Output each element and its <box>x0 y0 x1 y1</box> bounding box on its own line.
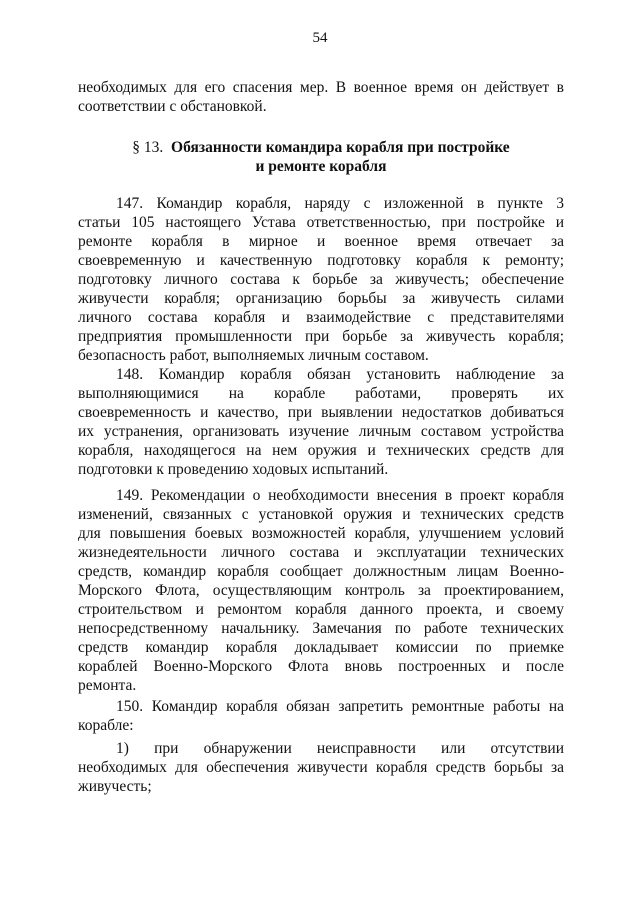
text-line: 148. Командир корабля обязан установить наблюдение за <box>116 366 564 383</box>
text-line: 1) при обнаружении неисправности или отсутствии <box>116 740 564 757</box>
text-line: ремонта. <box>78 677 137 694</box>
text-line: средств, командир корабля сообщает должностным лицам Военно- <box>78 563 564 580</box>
text-line: подготовки к проведению ходовых испытаний. <box>78 461 389 478</box>
text-line: личного состава корабля и взаимодействие с представителями <box>78 309 564 326</box>
text-line: безопасность работ, выполняемых личным составом. <box>78 347 429 364</box>
text-line: корабля, находящегося на нем оружия и технических средств для <box>78 442 564 459</box>
text-line: 149. Рекомендации о необходимости внесения в проект корабля <box>116 487 564 504</box>
section-title-line-1: Обязанности командира корабля при постройке <box>171 139 510 156</box>
text-line: живучести корабля; организацию борьбы за живучесть силами <box>78 290 564 307</box>
text-line: необходимых для обеспечения живучести корабля средств борьбы за <box>78 759 564 776</box>
text-line: живучесть; <box>78 778 152 795</box>
paragraph-147 <box>78 194 564 365</box>
text-line: для повышения боевых возможностей корабля, улучшением условий <box>78 525 564 542</box>
text-line: корабле: <box>78 717 134 734</box>
section-title-line-2: и ремонте корабля <box>255 158 387 175</box>
text-line: подготовку личного состава к борьбе за живучесть; обеспечение <box>78 271 564 288</box>
text-line: строительством и ремонтом корабля данного проекта, и своему <box>78 601 564 618</box>
text-line: кораблей Военно-Морского Флота вновь построенных и после <box>78 658 564 675</box>
text-line: статьи 105 настоящего Устава ответственностью, при постройке и <box>78 214 564 231</box>
sub-item-1 <box>78 739 564 796</box>
text-line: изменений, связанных с установкой оружия и технических средств <box>78 506 564 523</box>
text-line: их устранения, организовать изучение личным составом устройства <box>78 423 564 440</box>
text-line: предприятия промышленности при борьбе за живучесть корабля; <box>78 328 564 345</box>
text-line: ремонте корабля в мирное и военное время отвечает за <box>78 233 564 250</box>
text-line: необходимых для его спасения мер. В военное время он действует в <box>78 79 564 96</box>
section-number: § 13. <box>132 139 164 156</box>
text-line: соответствии с обстановкой. <box>78 98 267 115</box>
paragraph-149 <box>78 486 564 695</box>
section-heading <box>78 138 564 176</box>
text-line: жизнедеятельности личного состава и эксплуатации технических <box>78 544 564 561</box>
text-line: 147. Командир корабля, наряду с изложенной в пункте 3 <box>116 195 564 212</box>
text-line: выполняющимися на корабле работами, проверять их <box>78 385 564 402</box>
intro-paragraph <box>78 78 564 116</box>
text-line: средств командир корабля докладывает комиссии по приемке <box>78 639 564 656</box>
page-number: 54 <box>312 30 328 46</box>
text-line: своевременную и качественную подготовку корабля к ремонту; <box>78 252 564 269</box>
paragraph-148 <box>78 365 564 479</box>
text-line: своевременность и качество, при выявлении недостатков добиваться <box>78 404 564 421</box>
text-line: Морского Флота, осуществляющим контроль за проектированием, <box>78 582 564 599</box>
text-line: непосредственному начальнику. Замечания по работе технических <box>78 620 564 637</box>
text-line: 150. Командир корабля обязан запретить ремонтные работы на <box>116 698 564 715</box>
paragraph-150 <box>78 697 564 735</box>
